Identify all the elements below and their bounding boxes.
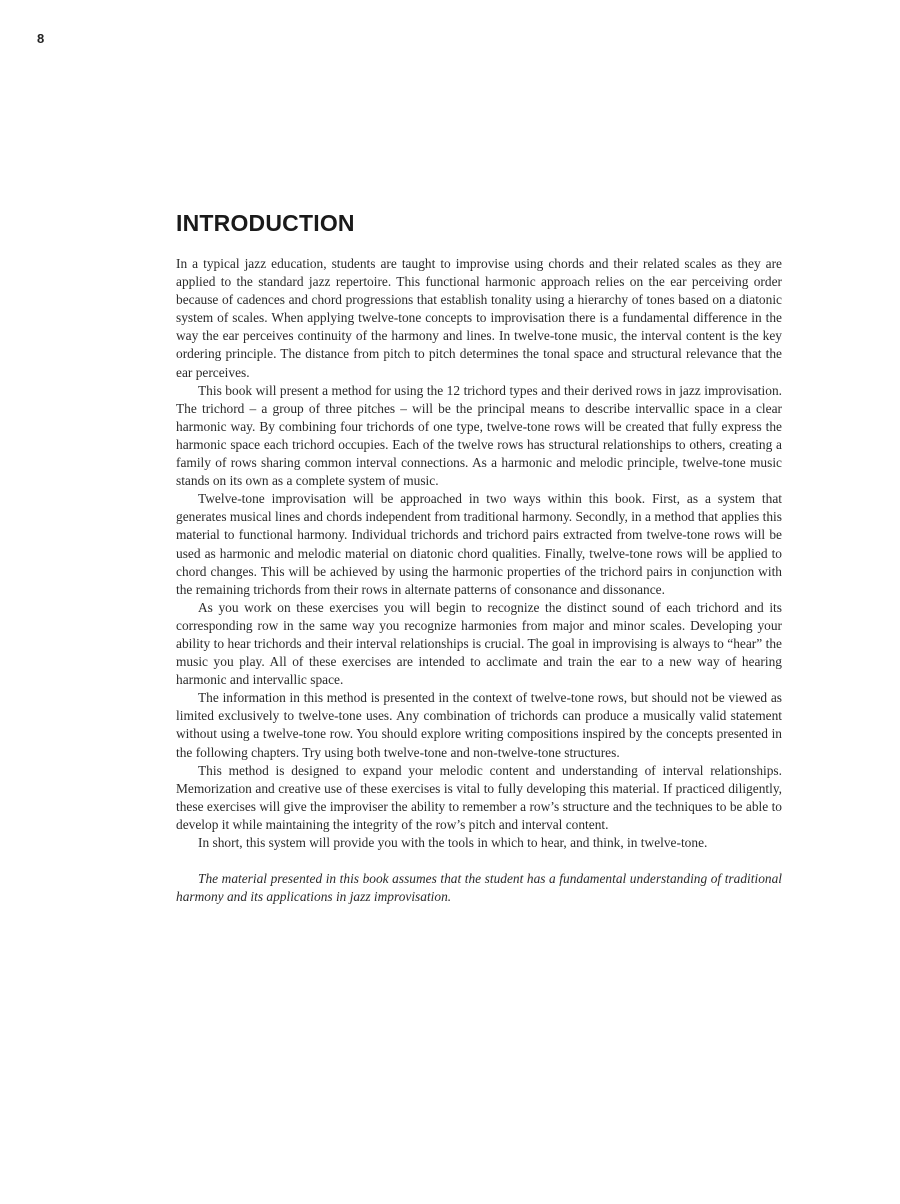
page-title: INTRODUCTION bbox=[176, 210, 355, 236]
intro-paragraph-1: In a typical jazz education, students are taught to improvise using chords and their related scales as they are applied to the standard jazz repertoire. This functional harmonic approach relies on the ear perceiving order because of cadences and chord progressions that establish tonality using a hierarchy of tones based on a diatonic system of scales. When applying twelve-tone concepts to improvisation there is a fundamental difference in the way the ear perceives continuity of the harmony and lines. In twelve-tone music, the interval content is the key ordering principle. The distance from pitch to pitch determines the tonal space and structural relevance that the ear perceives. bbox=[176, 256, 782, 380]
main-content bbox=[176, 210, 782, 906]
intro-paragraph-6: This method is designed to expand your melodic content and understanding of interval relationships. Memorization and creative use of these exercises is vital to fully developing this material. If practiced diligently, these exercises will give the improviser the ability to remember a row’s structure and the techniques to be able to develop it while maintaining the integrity of the row’s pitch and interval content. bbox=[176, 762, 782, 832]
intro-paragraph-7: In short, this system will provide you with the tools in which to hear, and think, in twelve-tone. bbox=[198, 835, 708, 850]
intro-paragraph-4: As you work on these exercises you will begin to recognize the distinct sound of each trichord and its corresponding row in the same way you recognize harmonies from major and minor scales. Developing your ability to hear trichords and their interval relationships is crucial. The goal in improvising is always to “hear” the music you play. All of these exercises are intended to acclimate and train the ear to a new way of hearing harmonic and intervallic space. bbox=[176, 599, 782, 688]
prerequisite-note: The material presented in this book assumes that the student has a fundamental understanding of traditional harmony and its applications in jazz improvisation. bbox=[176, 871, 782, 905]
intro-paragraph-2: This book will present a method for using the 12 trichord types and their derived rows in jazz improvisation. The trichord – a group of three pitches – will be the principal means to describe intervallic space in a clear harmonic way. By combining four trichords of one type, twelve-tone rows will be created that fully express the harmonic space each trichord occupies. Each of the twelve rows has structural relationships to others, creating a family of rows sharing common interval connections. As a harmonic and melodic principle, twelve-tone music stands on its own as a complete system of music. bbox=[176, 382, 782, 489]
page-number: 8 bbox=[37, 31, 45, 46]
intro-paragraph-5: The information in this method is presented in the context of twelve-tone rows, but should not be viewed as limited exclusively to twelve-tone uses. Any combination of trichords can produce a musically valid statement without using a twelve-tone row. You should explore writing compositions inspired by the concepts presented in the following chapters. Try using both twelve-tone and non-twelve-tone structures. bbox=[176, 690, 782, 760]
intro-paragraph-3: Twelve-tone improvisation will be approached in two ways within this book. First, as a system that generates musical lines and chords independent from traditional harmony. Secondly, in a method that applies this material to functional harmony. Individual trichords and trichord pairs extracted from twelve-tone rows will be used as harmonic and melodic material on diatonic chord qualities. Finally, twelve-tone rows will be applied to chord changes. This will be achieved by using the harmonic properties of the trichord pairs in conjunction with the remaining trichords from their rows in alternate patterns of consonance and dissonance. bbox=[176, 491, 782, 597]
